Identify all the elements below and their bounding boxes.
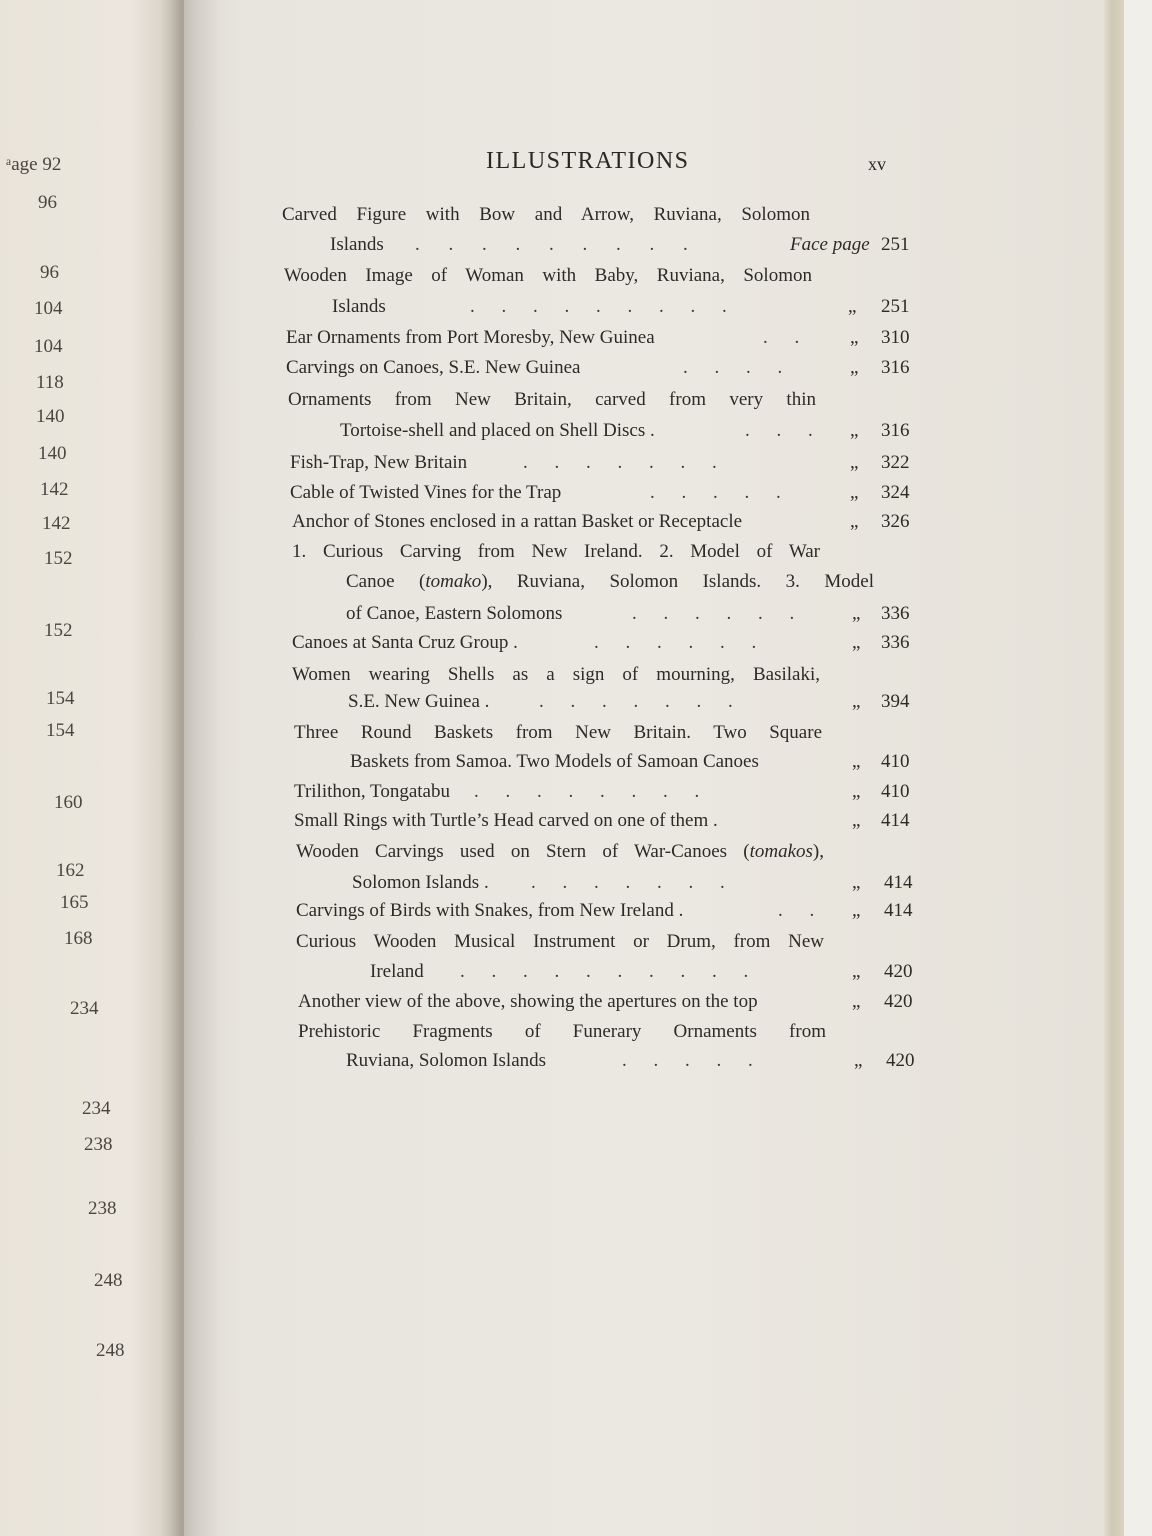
ref-label: „ [854, 1050, 863, 1071]
page-ref-number: 394 [881, 691, 910, 712]
left-page-number: 234 [70, 998, 99, 1019]
ref-label: „ [852, 751, 861, 772]
page-ref-number: 316 [881, 420, 910, 441]
dot-leader: . . . . . [650, 482, 781, 503]
dot-leader: . . [778, 900, 815, 921]
page-ref-number: 251 [881, 296, 910, 317]
left-page-number: 96 [40, 262, 59, 283]
left-page-number: 104 [34, 298, 63, 319]
left-page-number: 248 [96, 1340, 125, 1361]
ref-label: „ [852, 900, 861, 921]
ref-label: „ [852, 691, 861, 712]
page-ref-number: 310 [881, 327, 910, 348]
left-page-number: 152 [44, 620, 73, 641]
page-ref-number: 410 [881, 751, 910, 772]
page-title: ILLUSTRATIONS [486, 148, 690, 174]
left-page-number: 96 [38, 192, 57, 213]
ref-label: „ [850, 452, 859, 473]
page-ref-number: 336 [881, 632, 910, 653]
entry-text: Another view of the above, showing the apertures on the top [298, 991, 758, 1012]
page-ref-number: 336 [881, 603, 910, 624]
left-page-number: 168 [64, 928, 93, 949]
entry-text: Ireland [370, 961, 424, 982]
entry-text: Wooden Carvings used on Stern of War-Canoes (tomakos), [296, 841, 824, 862]
entry-text: 1. Curious Carving from New Ireland. 2. Model of War [292, 541, 820, 562]
left-page-number: ᵃage 92 [6, 154, 62, 175]
ref-label: „ [852, 603, 861, 624]
page-ref-number: 414 [881, 810, 910, 831]
entry-text: Carvings on Canoes, S.E. New Guinea [286, 357, 581, 378]
entry-text: Carved Figure with Bow and Arrow, Ruviana, Solomon [282, 204, 810, 225]
page-ref-number: 414 [884, 900, 913, 921]
book-gutter [160, 0, 220, 1536]
left-page-number: 160 [54, 792, 83, 813]
entry-text: Ornaments from New Britain, carved from very thin [288, 389, 816, 410]
ref-label: Face page [790, 234, 870, 255]
entry-text: Ruviana, Solomon Islands [346, 1050, 547, 1071]
ref-label: „ [852, 872, 861, 893]
ref-label: „ [850, 357, 859, 378]
left-page-number: 165 [60, 892, 89, 913]
entry-text: Baskets from Samoa. Two Models of Samoan Canoes [350, 751, 759, 772]
ref-label: „ [848, 296, 857, 317]
left-page-number: 238 [88, 1198, 117, 1219]
page-ref-number: 414 [884, 872, 913, 893]
ref-label: „ [850, 420, 859, 441]
dot-leader: . . . . . . [632, 603, 795, 624]
entry-text: Wooden Image of Woman with Baby, Ruviana, Solomon [284, 265, 812, 286]
left-page-number: 162 [56, 860, 85, 881]
background [1124, 0, 1152, 1536]
dot-leader: . . . . . . . [539, 691, 733, 712]
left-page-number: 152 [44, 548, 73, 569]
dot-leader: . . . [745, 420, 813, 441]
left-page-number: 140 [38, 443, 67, 464]
dot-leader: . . [763, 327, 800, 348]
left-page [0, 0, 185, 1536]
ref-label: „ [850, 482, 859, 503]
dot-leader: . . . . . [622, 1050, 753, 1071]
entry-text: S.E. New Guinea . [348, 691, 490, 712]
ref-label: „ [852, 991, 861, 1012]
dot-leader: . . . . . . . . [474, 781, 700, 802]
left-page-number: 104 [34, 336, 63, 357]
left-page-number: 140 [36, 406, 65, 427]
entry-text: Carvings of Birds with Snakes, from New Ireland . [296, 900, 684, 921]
entry-text: Cable of Twisted Vines for the Trap [290, 482, 562, 503]
page-ref-number: 410 [881, 781, 910, 802]
page-edge [1104, 0, 1124, 1536]
entry-text: Prehistoric Fragments of Funerary Ornaments from [298, 1021, 826, 1042]
page-ref-number: 316 [881, 357, 910, 378]
entry-text: Fish-Trap, New Britain [290, 452, 468, 473]
left-page-number: 154 [46, 688, 75, 709]
entry-text: Canoes at Santa Cruz Group . [292, 632, 518, 653]
page-ref-number: 322 [881, 452, 910, 473]
dot-leader: . . . . . . . . . [415, 234, 688, 255]
entry-text: Islands [332, 296, 386, 317]
ref-label: „ [852, 632, 861, 653]
entry-text: Small Rings with Turtle’s Head carved on one of them . [294, 810, 718, 831]
ref-label: „ [852, 961, 861, 982]
entry-text: Women wearing Shells as a sign of mourning, Basilaki, [292, 664, 820, 685]
page-ref-number: 326 [881, 511, 910, 532]
dot-leader: . . . . . . . . . [470, 296, 727, 317]
page-ref-number: 420 [884, 961, 913, 982]
ref-label: „ [850, 511, 859, 532]
left-page-number: 234 [82, 1098, 111, 1119]
ref-label: „ [852, 810, 861, 831]
entry-text: Solomon Islands . [352, 872, 489, 893]
left-page-number: 154 [46, 720, 75, 741]
left-page-number: 238 [84, 1134, 113, 1155]
entry-text: Canoe (tomako), Ruviana, Solomon Islands. 3. Model [346, 571, 875, 592]
entry-text: Trilithon, Tongatabu [294, 781, 450, 802]
entry-text: Curious Wooden Musical Instrument or Drum, from New [296, 931, 824, 952]
entry-text: of Canoe, Eastern Solomons [346, 603, 563, 624]
entry-text: Anchor of Stones enclosed in a rattan Basket or Receptacle [292, 511, 743, 532]
left-page-number: 248 [94, 1270, 123, 1291]
ref-label: „ [852, 781, 861, 802]
entry-text: Islands [330, 234, 384, 255]
page-ref-number: 324 [881, 482, 910, 503]
dot-leader: . . . . [683, 357, 783, 378]
dot-leader: . . . . . . [594, 632, 757, 653]
dot-leader: . . . . . . . [531, 872, 725, 893]
page-number: xv [868, 154, 886, 174]
left-page-number: 118 [36, 372, 64, 393]
dot-leader: . . . . . . . . . . [460, 961, 749, 982]
page-ref-number: 420 [886, 1050, 915, 1071]
entry-text: Three Round Baskets from New Britain. Two Square [294, 722, 822, 743]
left-page-number: 142 [42, 513, 71, 534]
ref-label: „ [850, 327, 859, 348]
page-ref-number: 251 [881, 234, 910, 255]
left-page-number: 142 [40, 479, 69, 500]
page-ref-number: 420 [884, 991, 913, 1012]
dot-leader: . . . . . . . [523, 452, 717, 473]
entry-text: Tortoise-shell and placed on Shell Discs . [340, 420, 655, 441]
entry-text: Ear Ornaments from Port Moresby, New Guinea [286, 327, 655, 348]
